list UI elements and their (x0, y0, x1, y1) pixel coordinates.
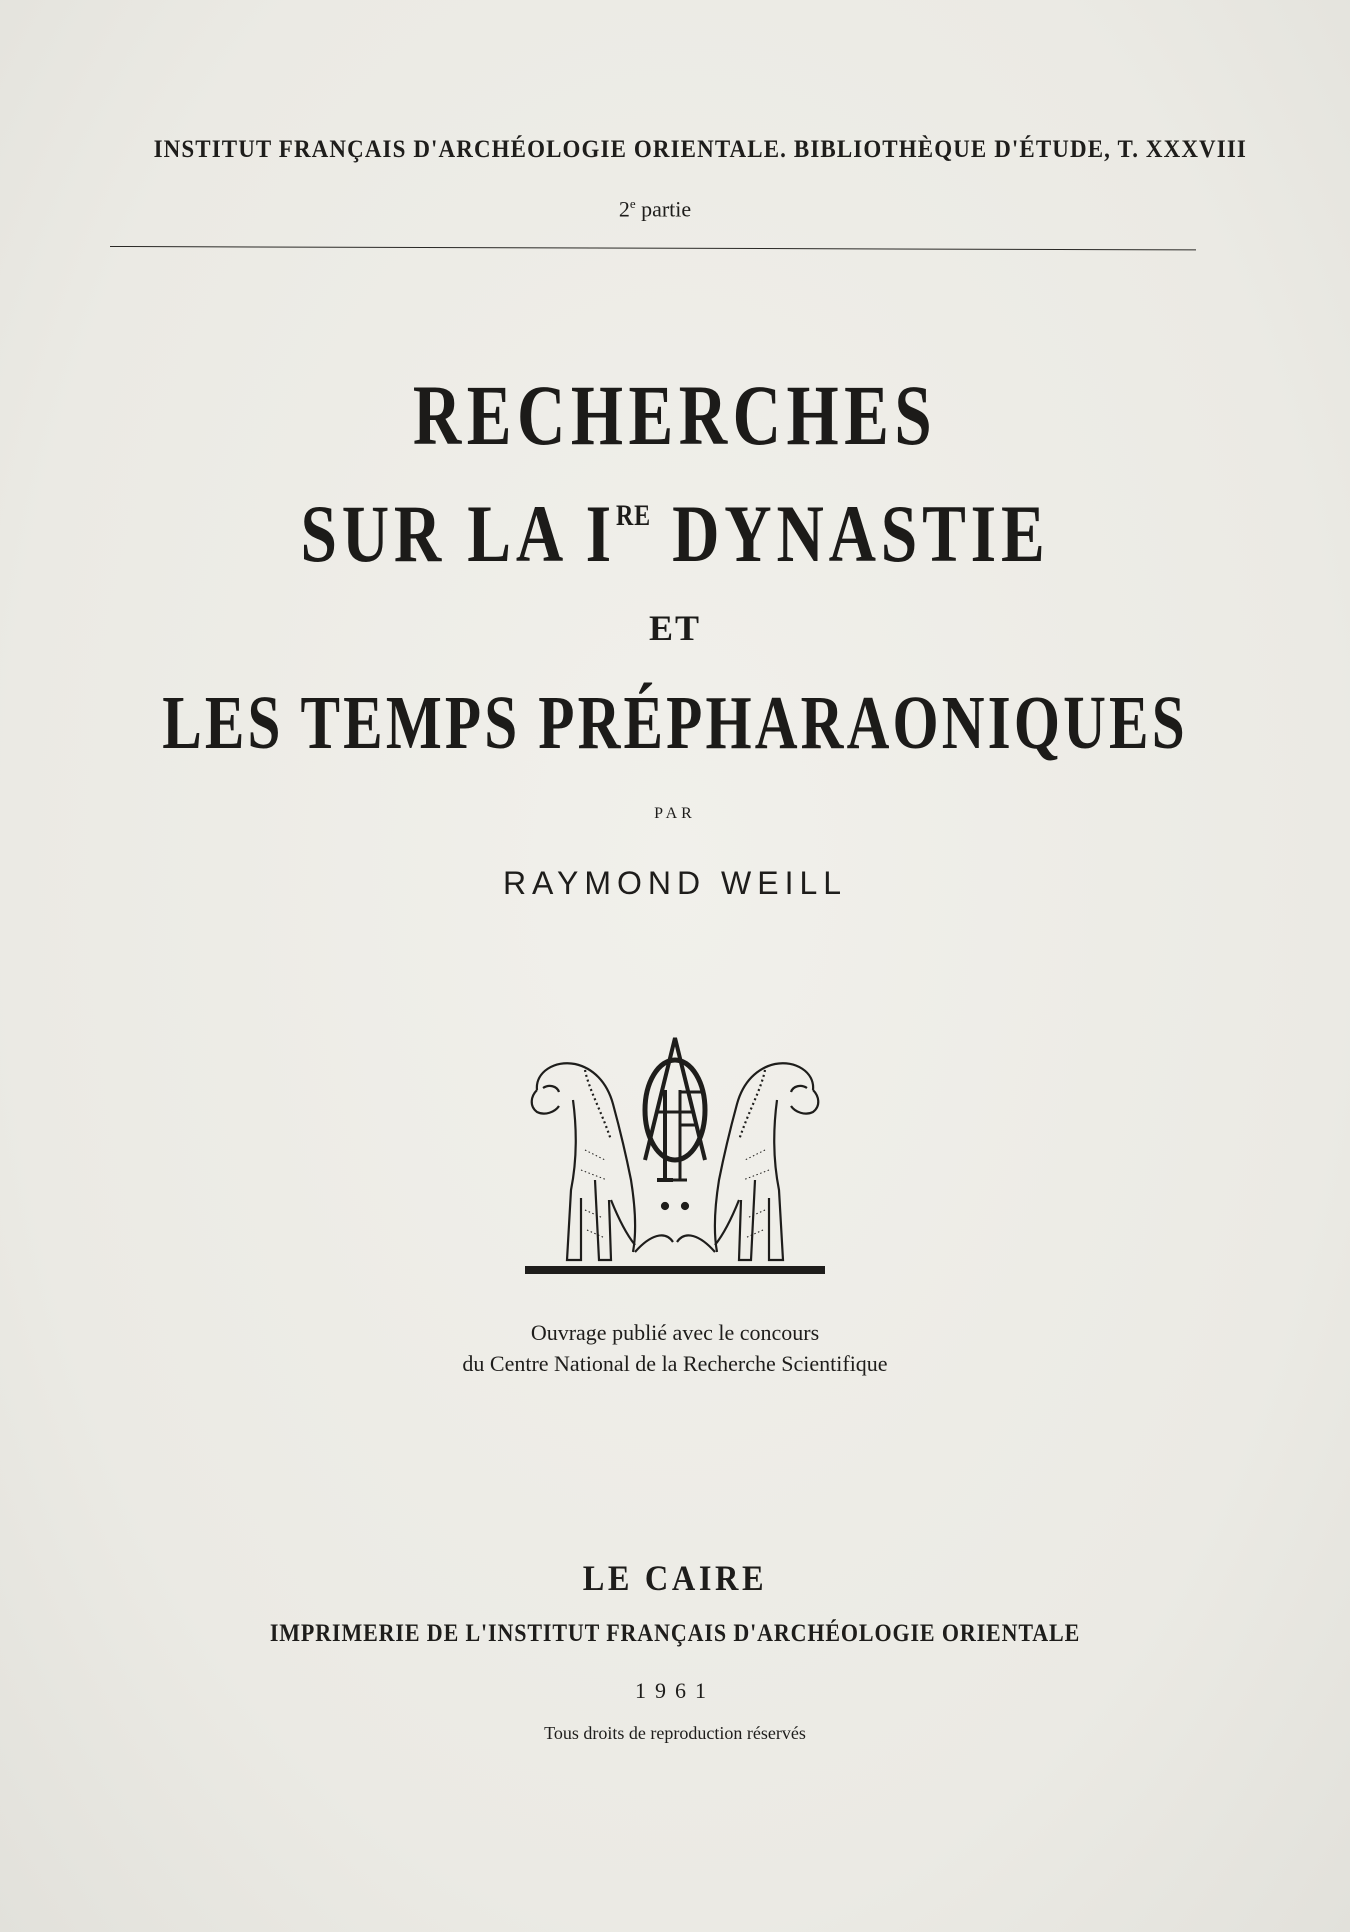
rights-notice: Tous droits de reproduction réservés (544, 1723, 806, 1743)
part-word: partie (641, 196, 692, 222)
ifao-lions-emblem-icon (515, 1030, 835, 1300)
part-suffix: e (629, 196, 636, 211)
series-line: INSTITUT FRANÇAIS D'ARCHÉOLOGIE ORIENTALE. BIBLIOTHÈQUE D'ÉTUDE, T. XXXVIII (153, 136, 1247, 163)
title-line-2-superscript: RE (615, 499, 651, 532)
title-line-4: LES TEMPS PRÉPHARAONIQUES (162, 681, 1188, 765)
imprint-city: LE CAIRE (582, 1558, 768, 1598)
imprint-printer: IMPRIMERIE DE L'INSTITUT FRANÇAIS D'ARCHÉOLOGIE ORIENTALE (269, 1620, 1081, 1647)
header-rule (110, 246, 1196, 250)
publication-note-line-1: Ouvrage publié avec le concours (530, 1320, 820, 1345)
publication-note-line-2: du Centre National de la Recherche Scientifique (462, 1351, 888, 1376)
title-line-2 (135, 487, 1215, 581)
title-line-1: RECHERCHES (412, 367, 938, 463)
author-name: RAYMOND WEILL (502, 865, 848, 901)
title-line-3: ET (648, 608, 702, 648)
imprint-year: 1961 (635, 1678, 715, 1703)
par-label: PAR (654, 805, 696, 822)
publication-note (0, 1317, 1350, 1379)
part-line (110, 196, 1200, 222)
title-line-2-end: DYNASTIE (650, 488, 1050, 579)
part-number: 2 (618, 196, 630, 222)
title-line-2-start: SUR LA I (300, 488, 616, 579)
